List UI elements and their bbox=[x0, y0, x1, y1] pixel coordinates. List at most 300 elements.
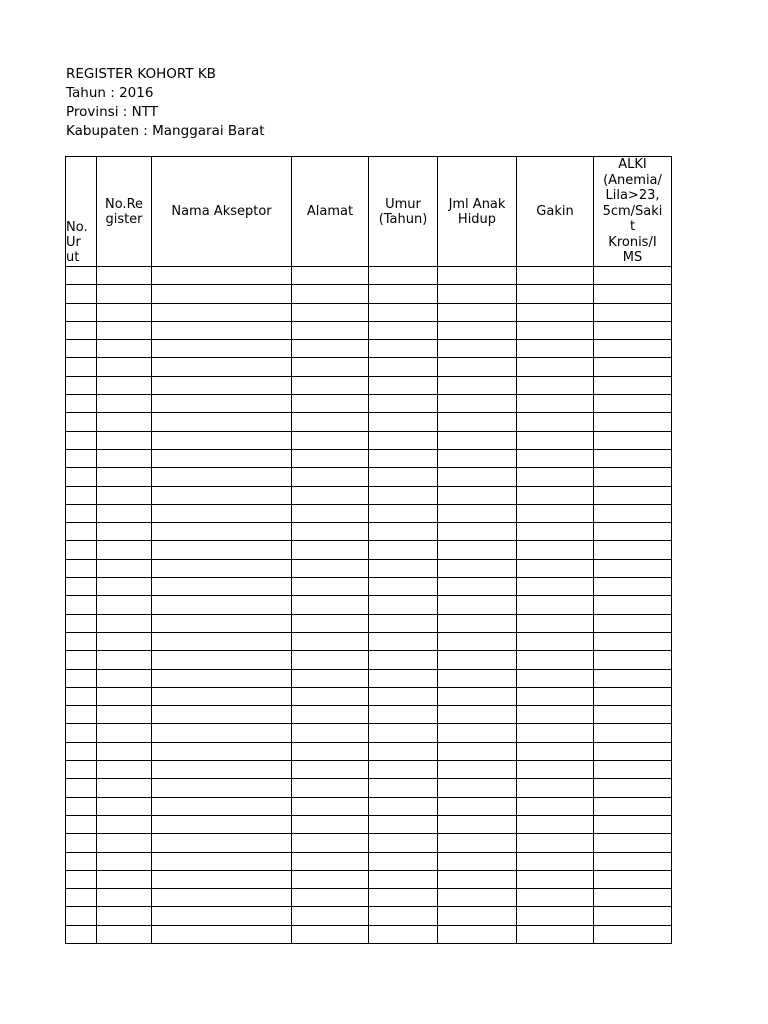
cell-umur[interactable] bbox=[369, 870, 438, 888]
cell-alki[interactable] bbox=[594, 321, 672, 339]
cell-jml-anak-hidup[interactable] bbox=[438, 303, 517, 321]
cell-no-urut[interactable] bbox=[66, 834, 97, 852]
cell-gakin[interactable] bbox=[517, 596, 594, 614]
cell-no-urut[interactable] bbox=[66, 669, 97, 687]
cell-jml-anak-hidup[interactable] bbox=[438, 834, 517, 852]
cell-jml-anak-hidup[interactable] bbox=[438, 578, 517, 596]
cell-alamat[interactable] bbox=[292, 468, 369, 486]
cell-nama-akseptor[interactable] bbox=[152, 742, 292, 760]
cell-umur[interactable] bbox=[369, 907, 438, 925]
cell-no-register[interactable] bbox=[97, 687, 152, 705]
cell-alki[interactable] bbox=[594, 889, 672, 907]
cell-no-register[interactable] bbox=[97, 852, 152, 870]
cell-alki[interactable] bbox=[594, 779, 672, 797]
cell-umur[interactable] bbox=[369, 321, 438, 339]
cell-no-urut[interactable] bbox=[66, 504, 97, 522]
cell-no-register[interactable] bbox=[97, 742, 152, 760]
cell-gakin[interactable] bbox=[517, 321, 594, 339]
header-line: Umur bbox=[385, 196, 421, 212]
cell-umur[interactable] bbox=[369, 632, 438, 650]
cell-no-urut[interactable] bbox=[66, 706, 97, 724]
cell-no-urut[interactable] bbox=[66, 632, 97, 650]
cell-no-urut[interactable] bbox=[66, 431, 97, 449]
cell-jml-anak-hidup[interactable] bbox=[438, 761, 517, 779]
cell-nama-akseptor[interactable] bbox=[152, 687, 292, 705]
cell-umur[interactable] bbox=[369, 413, 438, 431]
cell-alamat[interactable] bbox=[292, 651, 369, 669]
cell-no-urut[interactable] bbox=[66, 267, 97, 285]
cell-alamat[interactable] bbox=[292, 797, 369, 815]
cell-alamat[interactable] bbox=[292, 724, 369, 742]
cell-umur[interactable] bbox=[369, 706, 438, 724]
cell-no-urut[interactable] bbox=[66, 559, 97, 577]
cell-jml-anak-hidup[interactable] bbox=[438, 358, 517, 376]
cell-gakin[interactable] bbox=[517, 889, 594, 907]
cell-gakin[interactable] bbox=[517, 541, 594, 559]
cell-no-urut[interactable] bbox=[66, 724, 97, 742]
cell-nama-akseptor[interactable] bbox=[152, 797, 292, 815]
cell-nama-akseptor[interactable] bbox=[152, 303, 292, 321]
cell-umur[interactable] bbox=[369, 815, 438, 833]
cell-jml-anak-hidup[interactable] bbox=[438, 267, 517, 285]
cell-no-urut[interactable] bbox=[66, 413, 97, 431]
cell-gakin[interactable] bbox=[517, 834, 594, 852]
cell-jml-anak-hidup[interactable] bbox=[438, 340, 517, 358]
cell-no-register[interactable] bbox=[97, 706, 152, 724]
cell-nama-akseptor[interactable] bbox=[152, 834, 292, 852]
cell-no-urut[interactable] bbox=[66, 870, 97, 888]
cell-gakin[interactable] bbox=[517, 687, 594, 705]
cell-alki[interactable] bbox=[594, 907, 672, 925]
cell-umur[interactable] bbox=[369, 267, 438, 285]
cell-no-register[interactable] bbox=[97, 889, 152, 907]
cell-umur[interactable] bbox=[369, 596, 438, 614]
cell-jml-anak-hidup[interactable] bbox=[438, 559, 517, 577]
cell-gakin[interactable] bbox=[517, 395, 594, 413]
cell-alamat[interactable] bbox=[292, 889, 369, 907]
cell-no-urut[interactable] bbox=[66, 925, 97, 943]
cell-gakin[interactable] bbox=[517, 815, 594, 833]
cell-nama-akseptor[interactable] bbox=[152, 449, 292, 467]
cell-no-register[interactable] bbox=[97, 541, 152, 559]
cell-gakin[interactable] bbox=[517, 742, 594, 760]
table-row bbox=[66, 870, 672, 888]
cell-no-register[interactable] bbox=[97, 761, 152, 779]
cell-gakin[interactable] bbox=[517, 468, 594, 486]
cell-no-urut[interactable] bbox=[66, 889, 97, 907]
cell-no-register[interactable] bbox=[97, 468, 152, 486]
cell-jml-anak-hidup[interactable] bbox=[438, 523, 517, 541]
cell-alki[interactable] bbox=[594, 303, 672, 321]
cell-alamat[interactable] bbox=[292, 376, 369, 394]
cell-no-register[interactable] bbox=[97, 596, 152, 614]
cell-umur[interactable] bbox=[369, 578, 438, 596]
cell-alamat[interactable] bbox=[292, 413, 369, 431]
cell-gakin[interactable] bbox=[517, 669, 594, 687]
cell-no-urut[interactable] bbox=[66, 761, 97, 779]
cell-alamat[interactable] bbox=[292, 431, 369, 449]
cell-alki[interactable] bbox=[594, 504, 672, 522]
cell-no-register[interactable] bbox=[97, 285, 152, 303]
cell-nama-akseptor[interactable] bbox=[152, 285, 292, 303]
cell-alamat[interactable] bbox=[292, 669, 369, 687]
cell-umur[interactable] bbox=[369, 468, 438, 486]
cell-gakin[interactable] bbox=[517, 358, 594, 376]
cell-alki[interactable] bbox=[594, 834, 672, 852]
cell-alamat[interactable] bbox=[292, 267, 369, 285]
cell-umur[interactable] bbox=[369, 358, 438, 376]
cell-no-register[interactable] bbox=[97, 797, 152, 815]
cell-jml-anak-hidup[interactable] bbox=[438, 285, 517, 303]
cell-alamat[interactable] bbox=[292, 596, 369, 614]
cell-no-register[interactable] bbox=[97, 267, 152, 285]
cell-umur[interactable] bbox=[369, 395, 438, 413]
cell-nama-akseptor[interactable] bbox=[152, 706, 292, 724]
cell-alki[interactable] bbox=[594, 761, 672, 779]
cell-alki[interactable] bbox=[594, 669, 672, 687]
cell-gakin[interactable] bbox=[517, 431, 594, 449]
cell-umur[interactable] bbox=[369, 889, 438, 907]
cell-no-urut[interactable] bbox=[66, 815, 97, 833]
cell-no-register[interactable] bbox=[97, 395, 152, 413]
cell-alamat[interactable] bbox=[292, 687, 369, 705]
cell-umur[interactable] bbox=[369, 285, 438, 303]
cell-alamat[interactable] bbox=[292, 504, 369, 522]
cell-umur[interactable] bbox=[369, 504, 438, 522]
cell-gakin[interactable] bbox=[517, 852, 594, 870]
cell-alki[interactable] bbox=[594, 852, 672, 870]
cell-no-urut[interactable] bbox=[66, 687, 97, 705]
cell-nama-akseptor[interactable] bbox=[152, 870, 292, 888]
cell-nama-akseptor[interactable] bbox=[152, 504, 292, 522]
cell-gakin[interactable] bbox=[517, 614, 594, 632]
cell-jml-anak-hidup[interactable] bbox=[438, 651, 517, 669]
cell-alamat[interactable] bbox=[292, 706, 369, 724]
cell-no-urut[interactable] bbox=[66, 651, 97, 669]
cell-gakin[interactable] bbox=[517, 523, 594, 541]
cell-nama-akseptor[interactable] bbox=[152, 578, 292, 596]
cell-alamat[interactable] bbox=[292, 541, 369, 559]
cell-gakin[interactable] bbox=[517, 376, 594, 394]
cell-umur[interactable] bbox=[369, 431, 438, 449]
cell-nama-akseptor[interactable] bbox=[152, 779, 292, 797]
cell-alki[interactable] bbox=[594, 559, 672, 577]
cell-alki[interactable] bbox=[594, 596, 672, 614]
cell-no-urut[interactable] bbox=[66, 486, 97, 504]
cell-no-urut[interactable] bbox=[66, 303, 97, 321]
cell-no-urut[interactable] bbox=[66, 614, 97, 632]
cell-no-register[interactable] bbox=[97, 358, 152, 376]
cell-jml-anak-hidup[interactable] bbox=[438, 742, 517, 760]
cell-no-urut[interactable] bbox=[66, 797, 97, 815]
cell-jml-anak-hidup[interactable] bbox=[438, 504, 517, 522]
cell-jml-anak-hidup[interactable] bbox=[438, 541, 517, 559]
cell-alki[interactable] bbox=[594, 742, 672, 760]
cell-no-urut[interactable] bbox=[66, 852, 97, 870]
cell-alamat[interactable] bbox=[292, 303, 369, 321]
cell-umur[interactable] bbox=[369, 303, 438, 321]
cell-no-urut[interactable] bbox=[66, 321, 97, 339]
cell-alamat[interactable] bbox=[292, 395, 369, 413]
cell-alamat[interactable] bbox=[292, 559, 369, 577]
cell-no-urut[interactable] bbox=[66, 468, 97, 486]
cell-nama-akseptor[interactable] bbox=[152, 523, 292, 541]
column-header-no-register bbox=[97, 157, 152, 267]
cell-gakin[interactable] bbox=[517, 706, 594, 724]
cell-no-register[interactable] bbox=[97, 559, 152, 577]
cell-gakin[interactable] bbox=[517, 651, 594, 669]
cell-no-register[interactable] bbox=[97, 870, 152, 888]
cell-alki[interactable] bbox=[594, 413, 672, 431]
cell-no-register[interactable] bbox=[97, 669, 152, 687]
cell-nama-akseptor[interactable] bbox=[152, 724, 292, 742]
cell-nama-akseptor[interactable] bbox=[152, 395, 292, 413]
cell-jml-anak-hidup[interactable] bbox=[438, 779, 517, 797]
cell-nama-akseptor[interactable] bbox=[152, 267, 292, 285]
cell-umur[interactable] bbox=[369, 834, 438, 852]
cell-no-register[interactable] bbox=[97, 651, 152, 669]
cell-alki[interactable] bbox=[594, 578, 672, 596]
cell-jml-anak-hidup[interactable] bbox=[438, 797, 517, 815]
cell-umur[interactable] bbox=[369, 687, 438, 705]
cell-umur[interactable] bbox=[369, 742, 438, 760]
cell-no-urut[interactable] bbox=[66, 779, 97, 797]
cell-umur[interactable] bbox=[369, 797, 438, 815]
cell-umur[interactable] bbox=[369, 925, 438, 943]
cell-alki[interactable] bbox=[594, 724, 672, 742]
cell-nama-akseptor[interactable] bbox=[152, 321, 292, 339]
cell-no-urut[interactable] bbox=[66, 376, 97, 394]
table-row bbox=[66, 724, 672, 742]
cell-alamat[interactable] bbox=[292, 925, 369, 943]
cell-nama-akseptor[interactable] bbox=[152, 632, 292, 650]
cell-jml-anak-hidup[interactable] bbox=[438, 815, 517, 833]
cell-gakin[interactable] bbox=[517, 779, 594, 797]
cell-alki[interactable] bbox=[594, 486, 672, 504]
cell-alki[interactable] bbox=[594, 468, 672, 486]
cell-nama-akseptor[interactable] bbox=[152, 925, 292, 943]
cell-no-register[interactable] bbox=[97, 504, 152, 522]
cell-jml-anak-hidup[interactable] bbox=[438, 486, 517, 504]
cell-no-register[interactable] bbox=[97, 925, 152, 943]
cell-umur[interactable] bbox=[369, 541, 438, 559]
cell-no-urut[interactable] bbox=[66, 541, 97, 559]
cell-nama-akseptor[interactable] bbox=[152, 815, 292, 833]
cell-jml-anak-hidup[interactable] bbox=[438, 413, 517, 431]
cell-alki[interactable] bbox=[594, 614, 672, 632]
cell-jml-anak-hidup[interactable] bbox=[438, 687, 517, 705]
cell-no-register[interactable] bbox=[97, 779, 152, 797]
cell-jml-anak-hidup[interactable] bbox=[438, 614, 517, 632]
cell-no-register[interactable] bbox=[97, 632, 152, 650]
cell-gakin[interactable] bbox=[517, 413, 594, 431]
cell-no-register[interactable] bbox=[97, 376, 152, 394]
cell-nama-akseptor[interactable] bbox=[152, 669, 292, 687]
cell-alki[interactable] bbox=[594, 340, 672, 358]
cell-alki[interactable] bbox=[594, 925, 672, 943]
cell-nama-akseptor[interactable] bbox=[152, 852, 292, 870]
cell-no-register[interactable] bbox=[97, 724, 152, 742]
cell-no-urut[interactable] bbox=[66, 907, 97, 925]
cell-nama-akseptor[interactable] bbox=[152, 340, 292, 358]
cell-nama-akseptor[interactable] bbox=[152, 358, 292, 376]
cell-jml-anak-hidup[interactable] bbox=[438, 376, 517, 394]
cell-no-register[interactable] bbox=[97, 321, 152, 339]
cell-alamat[interactable] bbox=[292, 632, 369, 650]
cell-jml-anak-hidup[interactable] bbox=[438, 925, 517, 943]
cell-alamat[interactable] bbox=[292, 614, 369, 632]
cell-gakin[interactable] bbox=[517, 925, 594, 943]
cell-alamat[interactable] bbox=[292, 779, 369, 797]
cell-gakin[interactable] bbox=[517, 870, 594, 888]
cell-alki[interactable] bbox=[594, 431, 672, 449]
cell-no-urut[interactable] bbox=[66, 449, 97, 467]
cell-no-register[interactable] bbox=[97, 614, 152, 632]
cell-alamat[interactable] bbox=[292, 340, 369, 358]
cell-no-register[interactable] bbox=[97, 303, 152, 321]
cell-alamat[interactable] bbox=[292, 486, 369, 504]
cell-gakin[interactable] bbox=[517, 578, 594, 596]
cell-nama-akseptor[interactable] bbox=[152, 468, 292, 486]
cell-gakin[interactable] bbox=[517, 504, 594, 522]
cell-gakin[interactable] bbox=[517, 797, 594, 815]
cell-nama-akseptor[interactable] bbox=[152, 376, 292, 394]
cell-alamat[interactable] bbox=[292, 761, 369, 779]
cell-alki[interactable] bbox=[594, 797, 672, 815]
cell-no-urut[interactable] bbox=[66, 742, 97, 760]
cell-umur[interactable] bbox=[369, 651, 438, 669]
cell-jml-anak-hidup[interactable] bbox=[438, 889, 517, 907]
cell-no-urut[interactable] bbox=[66, 340, 97, 358]
cell-umur[interactable] bbox=[369, 852, 438, 870]
cell-umur[interactable] bbox=[369, 669, 438, 687]
cell-jml-anak-hidup[interactable] bbox=[438, 852, 517, 870]
cell-umur[interactable] bbox=[369, 559, 438, 577]
cell-gakin[interactable] bbox=[517, 724, 594, 742]
cell-gakin[interactable] bbox=[517, 340, 594, 358]
cell-nama-akseptor[interactable] bbox=[152, 907, 292, 925]
cell-alki[interactable] bbox=[594, 706, 672, 724]
cell-jml-anak-hidup[interactable] bbox=[438, 724, 517, 742]
cell-nama-akseptor[interactable] bbox=[152, 413, 292, 431]
cell-no-register[interactable] bbox=[97, 907, 152, 925]
cell-umur[interactable] bbox=[369, 614, 438, 632]
cell-nama-akseptor[interactable] bbox=[152, 559, 292, 577]
cell-umur[interactable] bbox=[369, 376, 438, 394]
cell-no-urut[interactable] bbox=[66, 596, 97, 614]
cell-no-register[interactable] bbox=[97, 486, 152, 504]
cell-jml-anak-hidup[interactable] bbox=[438, 468, 517, 486]
cell-nama-akseptor[interactable] bbox=[152, 541, 292, 559]
cell-alamat[interactable] bbox=[292, 852, 369, 870]
cell-no-register[interactable] bbox=[97, 340, 152, 358]
cell-alki[interactable] bbox=[594, 541, 672, 559]
cell-gakin[interactable] bbox=[517, 761, 594, 779]
cell-gakin[interactable] bbox=[517, 267, 594, 285]
cell-no-register[interactable] bbox=[97, 523, 152, 541]
cell-nama-akseptor[interactable] bbox=[152, 596, 292, 614]
cell-no-register[interactable] bbox=[97, 431, 152, 449]
cell-nama-akseptor[interactable] bbox=[152, 761, 292, 779]
cell-jml-anak-hidup[interactable] bbox=[438, 431, 517, 449]
cell-umur[interactable] bbox=[369, 449, 438, 467]
cell-alamat[interactable] bbox=[292, 523, 369, 541]
cell-no-register[interactable] bbox=[97, 413, 152, 431]
cell-jml-anak-hidup[interactable] bbox=[438, 669, 517, 687]
cell-alamat[interactable] bbox=[292, 834, 369, 852]
cell-nama-akseptor[interactable] bbox=[152, 651, 292, 669]
cell-gakin[interactable] bbox=[517, 559, 594, 577]
cell-jml-anak-hidup[interactable] bbox=[438, 870, 517, 888]
cell-alki[interactable] bbox=[594, 267, 672, 285]
cell-gakin[interactable] bbox=[517, 907, 594, 925]
cell-no-urut[interactable] bbox=[66, 523, 97, 541]
cell-gakin[interactable] bbox=[517, 285, 594, 303]
cell-no-register[interactable] bbox=[97, 815, 152, 833]
cell-alki[interactable] bbox=[594, 376, 672, 394]
cell-jml-anak-hidup[interactable] bbox=[438, 395, 517, 413]
cell-alki[interactable] bbox=[594, 523, 672, 541]
cell-umur[interactable] bbox=[369, 724, 438, 742]
cell-alki[interactable] bbox=[594, 285, 672, 303]
cell-gakin[interactable] bbox=[517, 303, 594, 321]
cell-alamat[interactable] bbox=[292, 815, 369, 833]
cell-alamat[interactable] bbox=[292, 742, 369, 760]
cell-umur[interactable] bbox=[369, 779, 438, 797]
cell-jml-anak-hidup[interactable] bbox=[438, 632, 517, 650]
cell-jml-anak-hidup[interactable] bbox=[438, 449, 517, 467]
cell-no-register[interactable] bbox=[97, 578, 152, 596]
cell-no-urut[interactable] bbox=[66, 285, 97, 303]
cell-umur[interactable] bbox=[369, 486, 438, 504]
cell-alamat[interactable] bbox=[292, 449, 369, 467]
cell-no-register[interactable] bbox=[97, 834, 152, 852]
cell-alki[interactable] bbox=[594, 651, 672, 669]
cell-alamat[interactable] bbox=[292, 285, 369, 303]
cell-alamat[interactable] bbox=[292, 907, 369, 925]
cell-no-urut[interactable] bbox=[66, 358, 97, 376]
cell-alamat[interactable] bbox=[292, 578, 369, 596]
cell-umur[interactable] bbox=[369, 340, 438, 358]
cell-alki[interactable] bbox=[594, 632, 672, 650]
cell-alamat[interactable] bbox=[292, 358, 369, 376]
cell-no-urut[interactable] bbox=[66, 395, 97, 413]
cell-nama-akseptor[interactable] bbox=[152, 431, 292, 449]
cell-jml-anak-hidup[interactable] bbox=[438, 596, 517, 614]
cell-alki[interactable] bbox=[594, 687, 672, 705]
cell-nama-akseptor[interactable] bbox=[152, 486, 292, 504]
cell-alki[interactable] bbox=[594, 358, 672, 376]
cell-gakin[interactable] bbox=[517, 449, 594, 467]
cell-alki[interactable] bbox=[594, 449, 672, 467]
cell-jml-anak-hidup[interactable] bbox=[438, 907, 517, 925]
cell-jml-anak-hidup[interactable] bbox=[438, 706, 517, 724]
cell-alki[interactable] bbox=[594, 395, 672, 413]
cell-umur[interactable] bbox=[369, 761, 438, 779]
cell-alki[interactable] bbox=[594, 870, 672, 888]
cell-gakin[interactable] bbox=[517, 486, 594, 504]
cell-alamat[interactable] bbox=[292, 321, 369, 339]
cell-alamat[interactable] bbox=[292, 870, 369, 888]
cell-nama-akseptor[interactable] bbox=[152, 889, 292, 907]
cell-umur[interactable] bbox=[369, 523, 438, 541]
cell-no-register[interactable] bbox=[97, 449, 152, 467]
cell-nama-akseptor[interactable] bbox=[152, 614, 292, 632]
cell-gakin[interactable] bbox=[517, 632, 594, 650]
cell-no-urut[interactable] bbox=[66, 578, 97, 596]
cell-alki[interactable] bbox=[594, 815, 672, 833]
cell-jml-anak-hidup[interactable] bbox=[438, 321, 517, 339]
